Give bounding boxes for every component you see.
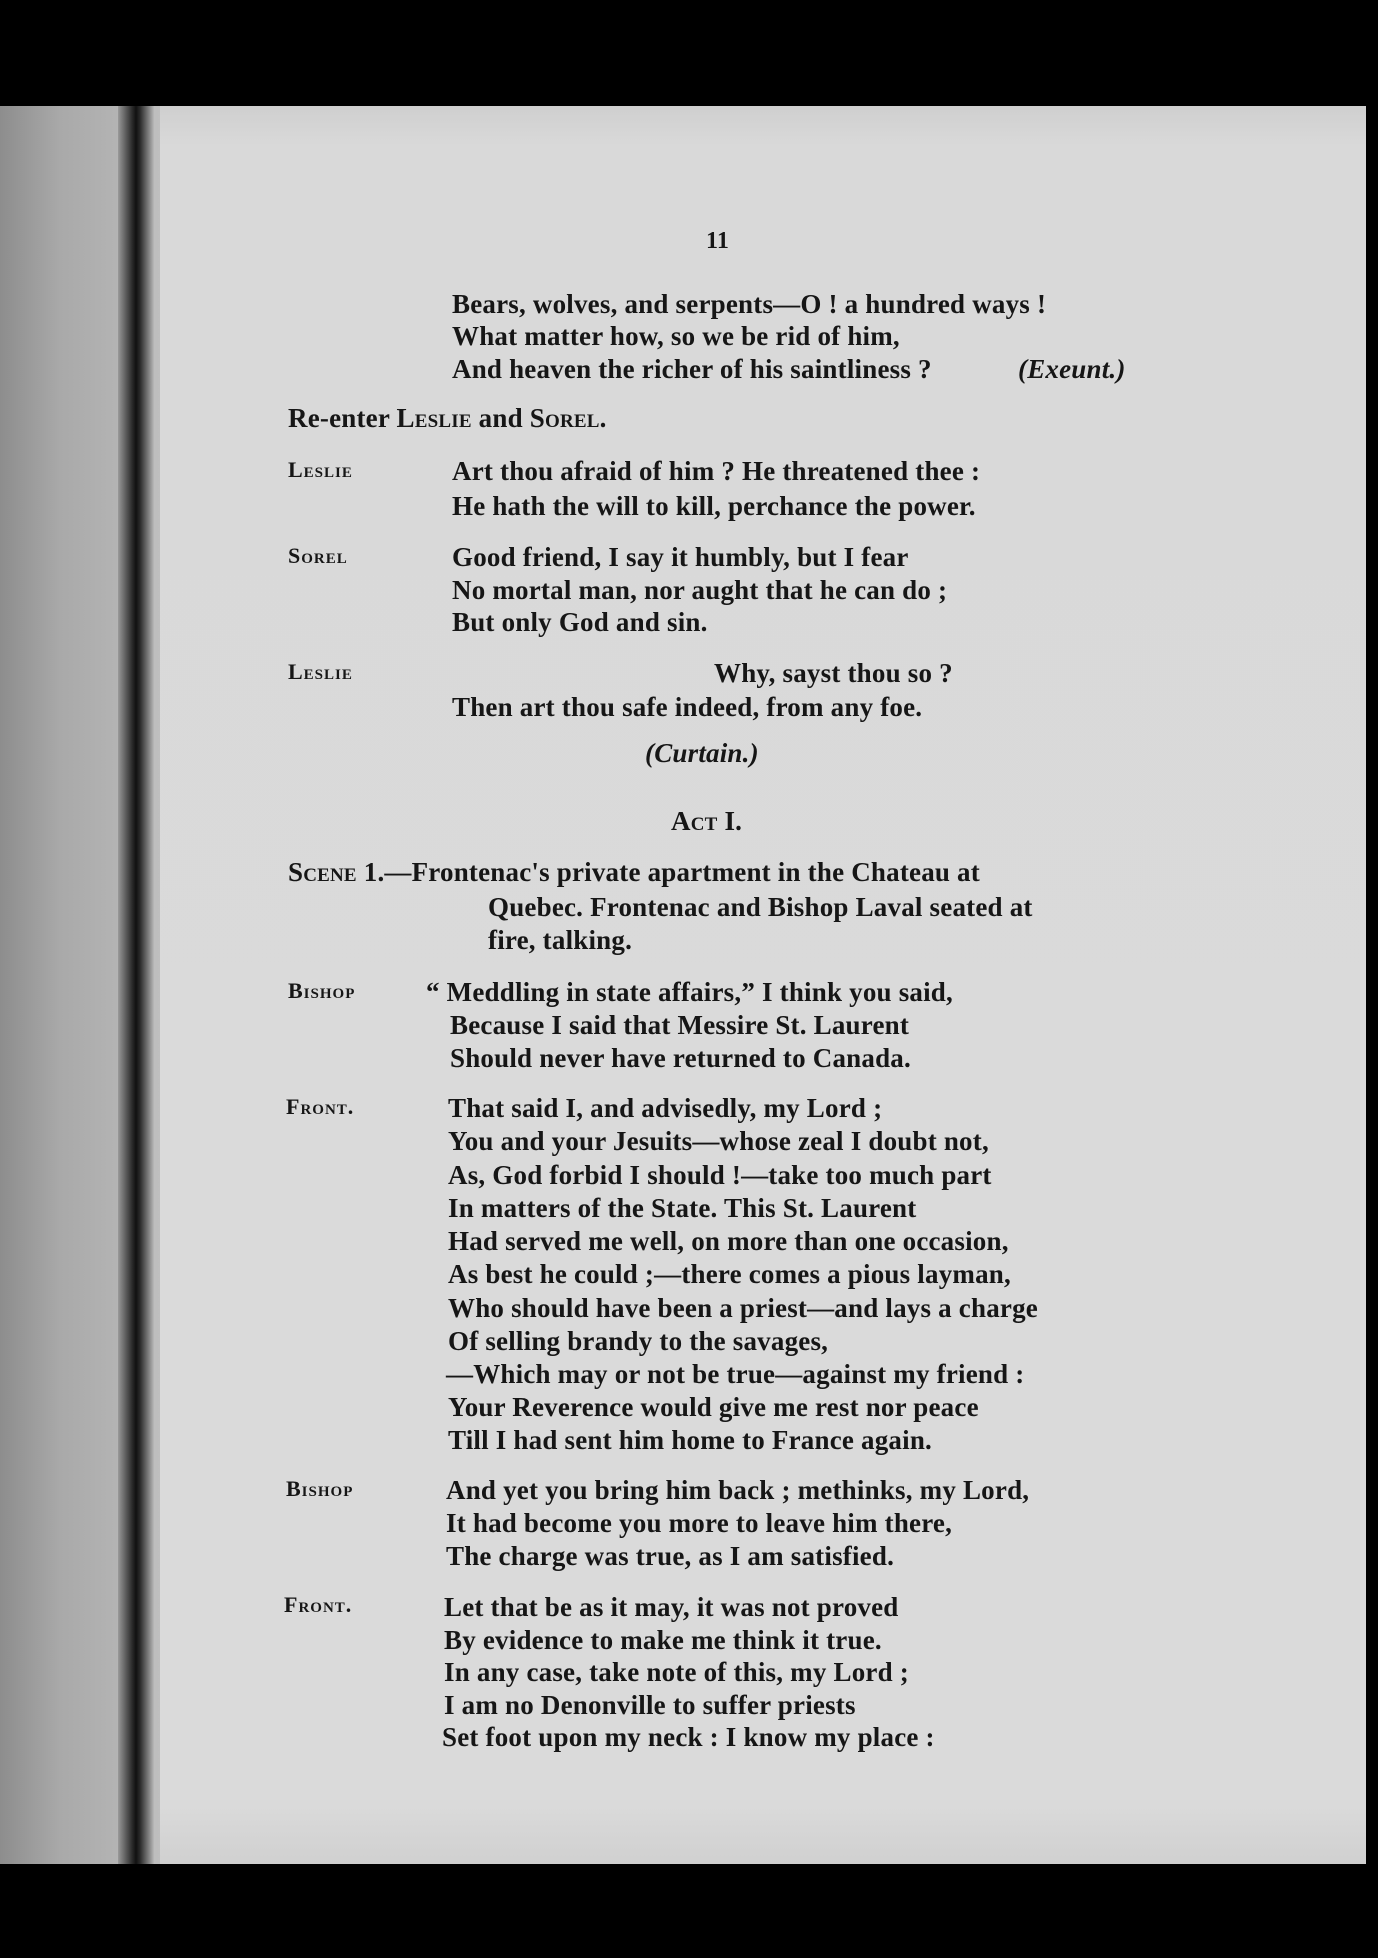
speaker-name: Leslie bbox=[288, 457, 353, 482]
verse-line: Then art thou safe indeed, from any foe. bbox=[452, 692, 923, 722]
verse-line: Why, sayst thou so ? bbox=[714, 658, 953, 688]
character-name: Leslie bbox=[396, 403, 472, 433]
stage-direction-curtain: (Curtain.) bbox=[645, 738, 759, 768]
stage-direction-reenter bbox=[288, 403, 607, 434]
scan-border bbox=[1366, 0, 1378, 1958]
verse-line: It had become you more to leave him there, bbox=[446, 1508, 953, 1538]
verse-line: “ Meddling in state affairs,” I think you said, bbox=[426, 977, 953, 1007]
verse-line: Of selling brandy to the savages, bbox=[448, 1326, 829, 1356]
verse-line: Should never have returned to Canada. bbox=[450, 1043, 911, 1073]
scene-label: Scene 1. bbox=[288, 857, 385, 887]
verse-line: Who should have been a priest—and lays a charge bbox=[448, 1293, 1038, 1323]
verse-line: What matter how, so we be rid of him, bbox=[452, 321, 900, 351]
speaker-name: Front. bbox=[284, 1592, 353, 1617]
scene-description: fire, talking. bbox=[488, 925, 633, 955]
verse-line: By evidence to make me think it true. bbox=[444, 1625, 882, 1655]
verse-line: No mortal man, nor aught that he can do ; bbox=[452, 575, 948, 605]
verse-line: But only God and sin. bbox=[452, 607, 708, 637]
verse-line: That said I, and advisedly, my Lord ; bbox=[448, 1093, 883, 1123]
speaker-name: Bishop bbox=[288, 978, 356, 1003]
verse-line: Good friend, I say it humbly, but I fear bbox=[452, 542, 909, 572]
verse-line: In any case, take note of this, my Lord ; bbox=[444, 1657, 909, 1687]
verse-line: As best he could ;—there comes a pious layman, bbox=[448, 1259, 1011, 1289]
act-heading: Act I. bbox=[671, 806, 743, 836]
verse-line: —Which may or not be true—against my friend : bbox=[446, 1359, 1025, 1389]
verse-line: Till I had sent him home to France again. bbox=[448, 1425, 932, 1455]
verse-line: The charge was true, as I am satisfied. bbox=[446, 1541, 895, 1571]
page-number: 11 bbox=[706, 228, 730, 254]
reenter-prefix: Re-enter bbox=[288, 403, 397, 433]
verse-line: Had served me well, on more than one occasion, bbox=[448, 1226, 1009, 1256]
speaker-name: Sorel bbox=[288, 543, 348, 568]
character-name: Sorel. bbox=[529, 403, 607, 433]
verse-line: Your Reverence would give me rest nor peace bbox=[448, 1392, 979, 1422]
verse-line: Bears, wolves, and serpents—O ! a hundred ways ! bbox=[452, 289, 1047, 319]
verse-line: Let that be as it may, it was not proved bbox=[444, 1592, 899, 1622]
scene-heading bbox=[288, 857, 980, 888]
verse-line: You and your Jesuits—whose zeal I doubt not, bbox=[448, 1126, 989, 1156]
verse-line: Because I said that Messire St. Laurent bbox=[450, 1010, 910, 1040]
verse-line: Set foot upon my neck : I know my place : bbox=[442, 1722, 935, 1752]
speaker-name: Front. bbox=[286, 1094, 355, 1119]
verse-line: He hath the will to kill, perchance the power. bbox=[452, 491, 976, 521]
scene-description: —Frontenac's private apartment in the Chateau at bbox=[384, 857, 980, 887]
verse-line: I am no Denonville to suffer priests bbox=[444, 1690, 856, 1720]
verse-line: In matters of the State. This St. Laurent bbox=[448, 1193, 917, 1223]
speaker-name: Bishop bbox=[286, 1476, 354, 1501]
verse-line: And heaven the richer of his saintliness ? bbox=[452, 354, 932, 384]
stage-direction-exeunt: (Exeunt.) bbox=[1018, 354, 1126, 384]
book-gutter bbox=[118, 106, 154, 1864]
verse-line: As, God forbid I should !—take too much part bbox=[448, 1160, 992, 1190]
reenter-and: and bbox=[471, 403, 530, 433]
scene-description: Quebec. Frontenac and Bishop Laval seated at bbox=[488, 892, 1033, 922]
speaker-name: Leslie bbox=[288, 659, 353, 684]
verse-line: And yet you bring him back ; methinks, my Lord, bbox=[446, 1475, 1030, 1505]
verse-line: Art thou afraid of him ? He threatened thee : bbox=[452, 456, 981, 486]
